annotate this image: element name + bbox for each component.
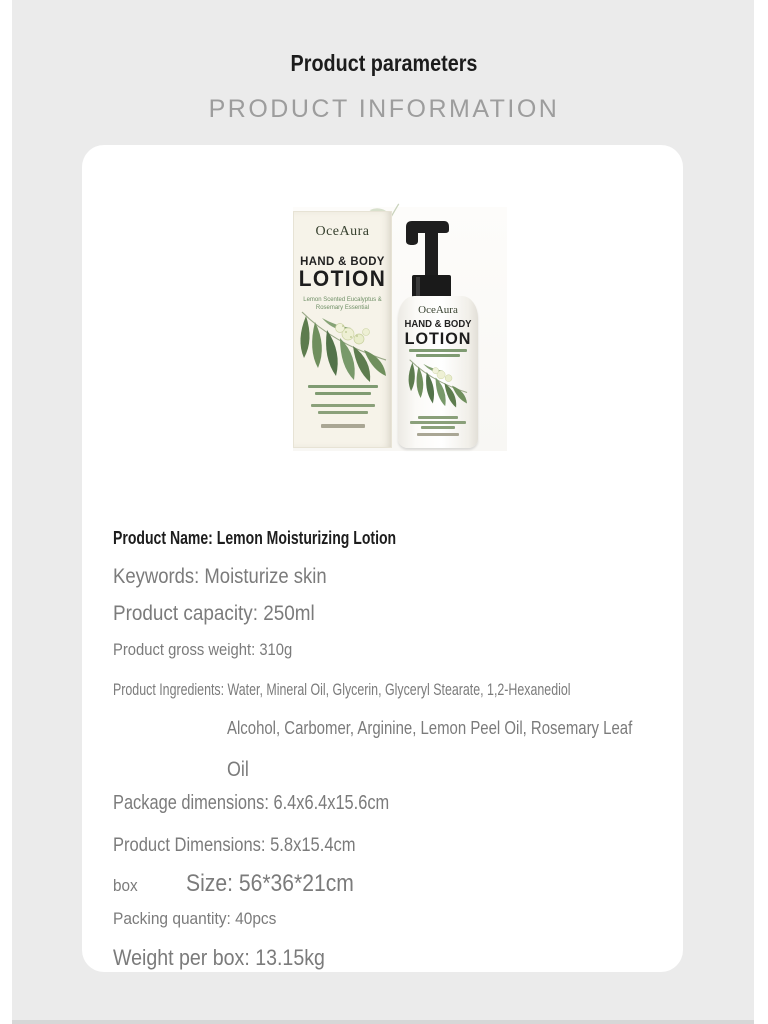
spec-product-dimensions: Product Dimensions: 5.8x15.4cm [113,835,356,856]
eucalyptus-illustration-icon [402,357,474,413]
spec-gross-weight: Product gross weight: 310g [113,640,293,659]
spec-ingredients-line1: Product Ingredients: Water, Mineral Oil, Glycerin, Glyceryl Stearate, 1,2-Hexanediol [113,680,571,699]
page-title: Product parameters [290,50,478,76]
bottle-title-line2: LOTION [404,329,472,348]
product-box [293,211,392,448]
bottle-micro-text-line [410,421,466,424]
bottle-brand-text: OceAura [418,304,458,316]
box-title-line1: HAND & BODY [300,254,385,268]
box-title-line2: LOTION [298,266,387,291]
box-micro-text-line [318,411,368,414]
eucalyptus-illustration-icon [296,308,391,390]
product-photo [293,207,507,451]
spec-ingredients-line2: Alcohol, Carbomer, Arginine, Lemon Peel Oil, Rosemary Leaf [227,718,633,738]
pump-dispenser-icon [396,217,482,303]
bottom-divider [12,1020,754,1024]
bottle-micro-text-line [418,416,458,419]
right-margin-strip [754,0,768,1024]
spec-product-name: Product Name: Lemon Moisturizing Lotion [113,528,397,548]
spec-package-dimensions: Package dimensions: 6.4x6.4x15.6cm [113,792,390,814]
box-micro-text-line [311,404,375,407]
box-brand-text: OceAura [315,224,370,239]
spec-weight-per-box: Weight per box: 13.15kg [113,945,325,970]
spec-keywords: Keywords: Moisturize skin [113,565,327,588]
spec-ingredients-line3: Oil [227,758,249,781]
box-tagline-line2: Rosemary Essential [315,304,370,311]
bottle-title-line1: HAND & BODY [404,319,472,330]
spec-box-size-row [113,870,377,898]
product-card [82,145,683,972]
bottle-micro-text-line [409,349,467,352]
bottle-micro-text-line [421,426,455,429]
bottle-body [398,296,478,448]
box-micro-text-line [308,385,378,388]
spec-capacity: Product capacity: 250ml [113,602,315,625]
box-micro-text-line [315,392,371,395]
spec-box-size: Size: 56*36*21cm [186,870,355,897]
spec-packing-quantity: Packing quantity: 40pcs [113,909,277,928]
product-bottle [396,217,482,451]
left-margin-strip [0,0,12,1024]
box-volume-text-line [321,424,365,428]
bottle-volume-text-line [417,433,459,436]
spec-box-word: box [113,876,138,895]
box-tagline-line1: Lemon Scented Eucalyptus & [303,296,382,303]
page-subtitle: PRODUCT INFORMATION [208,95,560,123]
